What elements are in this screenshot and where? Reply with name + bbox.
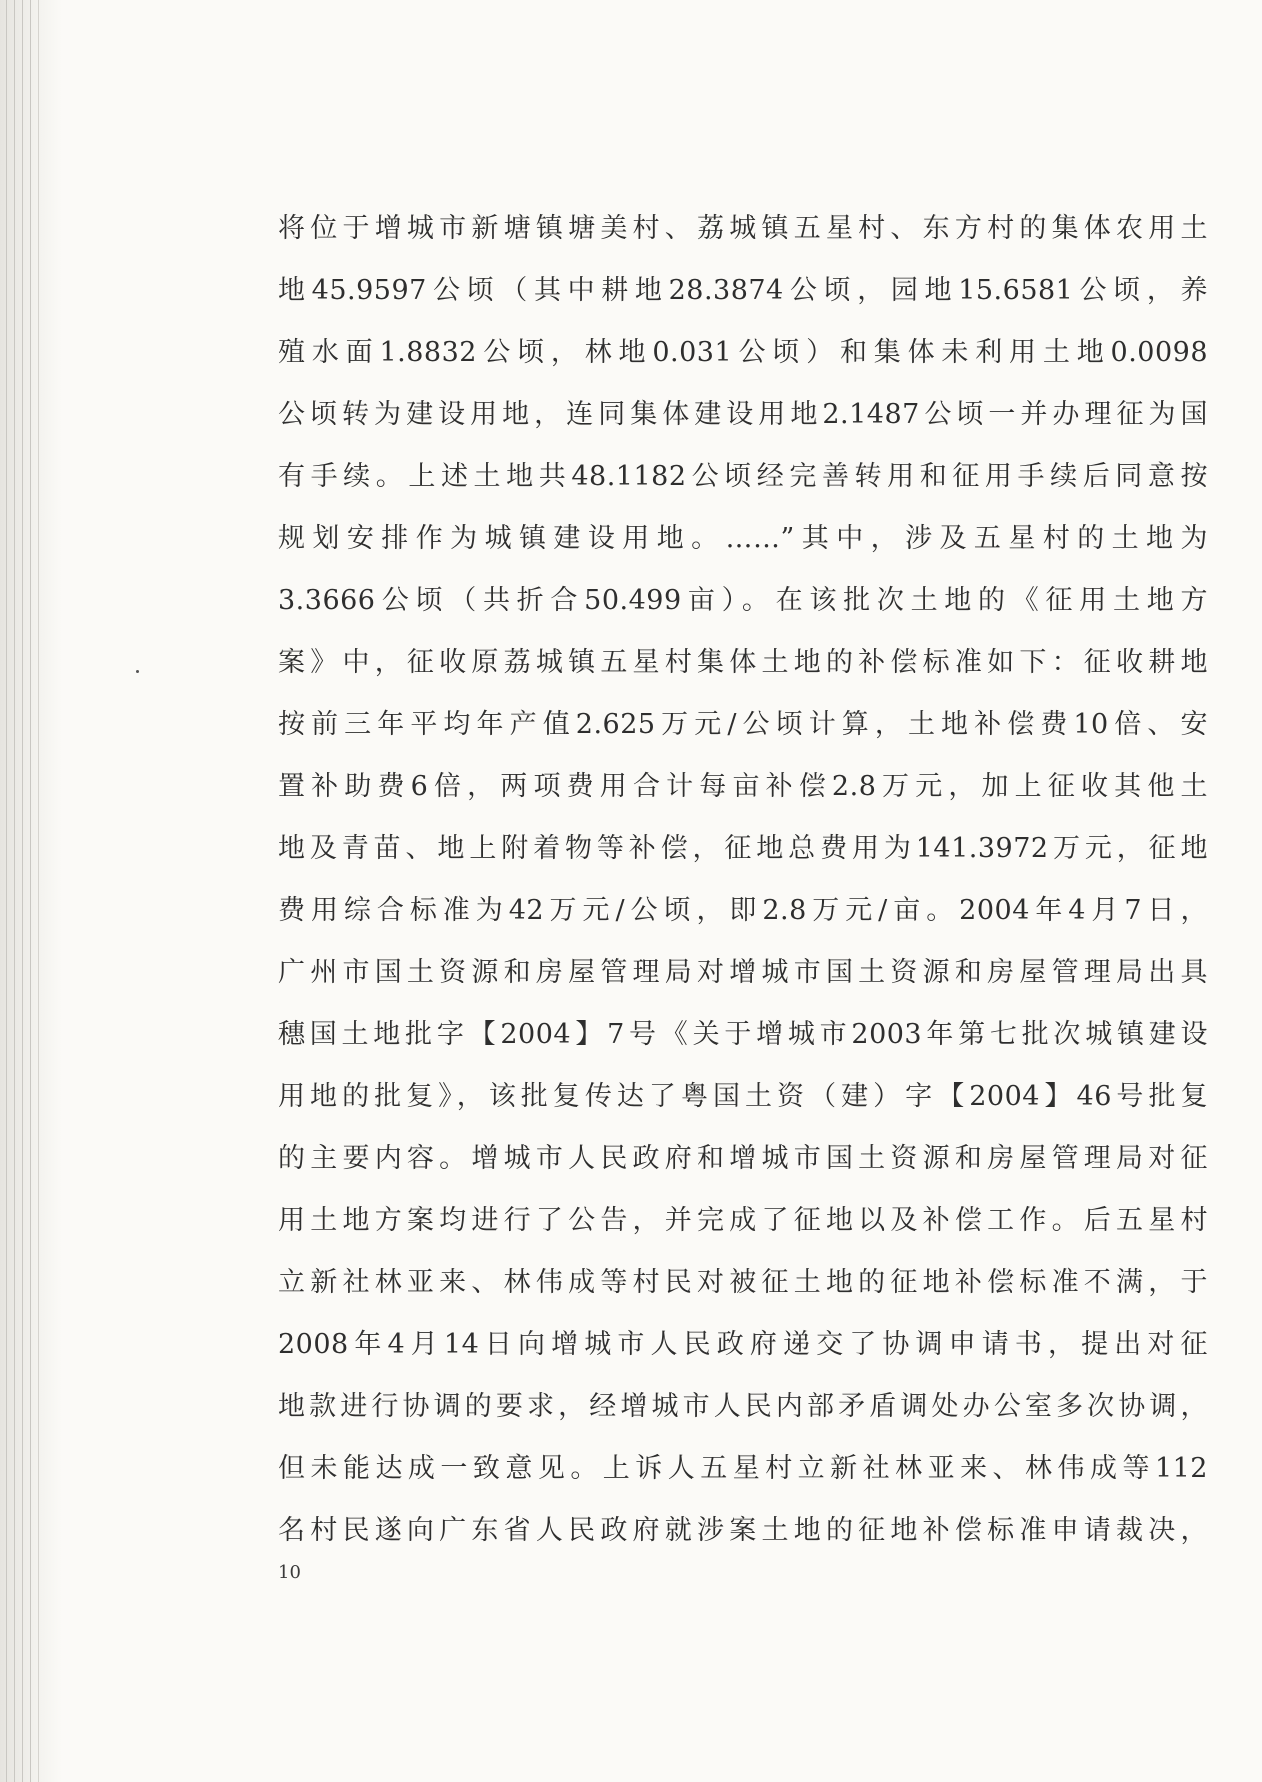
text-line: 费用综合标准为42万元/公顷，即2.8万元/亩。2004年4月7日， — [278, 895, 1208, 926]
scan-speck — [136, 670, 139, 673]
paper-edge — [14, 0, 15, 1782]
text-line: 规划安排作为城镇建设用地。……”其中，涉及五星村的土地为 — [278, 523, 1208, 554]
body-text — [278, 198, 1208, 1562]
text-line: 置补助费6倍，两项费用合计每亩补偿2.8万元，加上征收其他土 — [278, 771, 1208, 802]
paper-edge — [22, 0, 23, 1782]
text-line: 2008年4月14日向增城市人民政府递交了协调申请书，提出对征 — [278, 1329, 1208, 1360]
text-line: 3.3666公顷（共折合50.499亩）。在该批次土地的《征用土地方 — [278, 585, 1208, 616]
paper-edge — [30, 0, 31, 1782]
text-line: 殖水面1.8832公顷，林地0.031公顷）和集体未利用土地0.0098 — [278, 337, 1208, 368]
text-line: 地及青苗、地上附着物等补偿，征地总费用为141.3972万元，征地 — [278, 833, 1208, 864]
text-line: 按前三年平均年产值2.625万元/公顷计算，土地补偿费10倍、安 — [278, 709, 1208, 740]
text-line: 但未能达成一致意见。上诉人五星村立新社林亚来、林伟成等112 — [278, 1453, 1208, 1484]
text-line: 立新社林亚来、林伟成等村民对被征土地的征地补偿标准不满，于 — [278, 1267, 1208, 1298]
text-line: 案》中，征收原荔城镇五星村集体土地的补偿标准如下：征收耕地 — [278, 647, 1208, 678]
text-line: 的主要内容。增城市人民政府和增城市国土资源和房屋管理局对征 — [278, 1143, 1208, 1174]
text-line: 广州市国土资源和房屋管理局对增城市国土资源和房屋管理局出具 — [278, 957, 1208, 988]
text-line: 用地的批复》，该批复传达了粤国土资（建）字【2004】46号批复 — [278, 1081, 1208, 1112]
text-line: 名村民遂向广东省人民政府就涉案土地的征地补偿标准申请裁决， — [278, 1515, 1208, 1546]
text-line: 穗国土地批字【2004】7号《关于增城市2003年第七批次城镇建设 — [278, 1019, 1208, 1050]
page-edge-shadow — [0, 0, 62, 1782]
page-number: 10 — [278, 1562, 301, 1583]
text-line: 将位于增城市新塘镇塘美村、荔城镇五星村、东方村的集体农用土 — [278, 213, 1208, 244]
paper-edge — [6, 0, 7, 1782]
text-line: 用土地方案均进行了公告，并完成了征地以及补偿工作。后五星村 — [278, 1205, 1208, 1236]
paper-edge — [38, 0, 39, 1782]
text-line: 有手续。上述土地共48.1182公顷经完善转用和征用手续后同意按 — [278, 461, 1208, 492]
text-line: 地款进行协调的要求，经增城市人民内部矛盾调处办公室多次协调， — [278, 1391, 1208, 1422]
text-line: 公顷转为建设用地，连同集体建设用地2.1487公顷一并办理征为国 — [278, 399, 1208, 430]
text-line: 地45.9597公顷（其中耕地28.3874公顷，园地15.6581公顷，养 — [278, 275, 1208, 306]
